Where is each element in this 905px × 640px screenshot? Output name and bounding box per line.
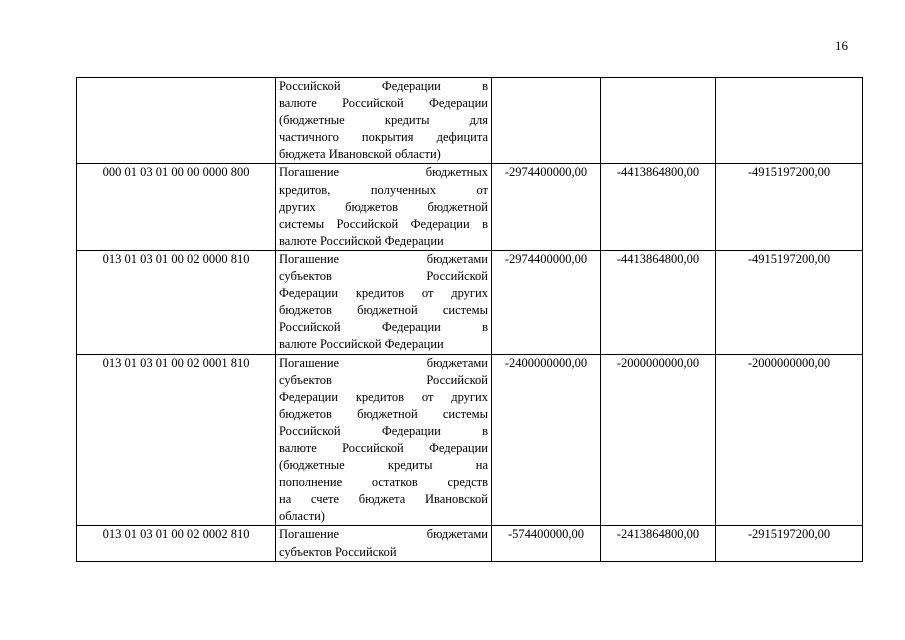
budget-code-cell: 013 01 03 01 00 02 0002 810 <box>77 526 276 561</box>
amount-year-2-cell: -2413864800,00 <box>601 526 716 561</box>
description-line: (бюджетные кредиты для <box>279 113 488 128</box>
budget-code-cell <box>77 78 276 164</box>
description-line: частичного покрытия дефицита <box>279 130 488 145</box>
description-cell <box>276 354 492 526</box>
table-row <box>77 354 863 526</box>
budget-code-cell: 013 01 03 01 00 02 0001 810 <box>77 354 276 526</box>
table-row <box>77 526 863 561</box>
amount-year-1-cell: -2974400000,00 <box>492 164 601 250</box>
table-row <box>77 164 863 250</box>
amount-year-3-cell <box>716 78 863 164</box>
description-line: системы Российской Федерации в <box>279 216 488 231</box>
description-line: субъектов Российской <box>279 372 488 387</box>
amount-year-3-cell: -4915197200,00 <box>716 250 863 354</box>
description-line: бюджетов бюджетной системы <box>279 406 488 421</box>
table-row <box>77 250 863 354</box>
description-line: бюджетов бюджетной системы <box>279 303 488 318</box>
description-line: Российской Федерации в <box>279 423 488 438</box>
description-line: других бюджетов бюджетной <box>279 199 488 214</box>
description-cell <box>276 164 492 250</box>
description-line: Погашение бюджетами <box>279 355 488 370</box>
amount-year-1-cell <box>492 78 601 164</box>
budget-code-cell: 013 01 03 01 00 02 0000 810 <box>77 250 276 354</box>
description-line: (бюджетные кредиты на <box>279 458 488 473</box>
budget-code-cell: 000 01 03 01 00 00 0000 800 <box>77 164 276 250</box>
amount-year-2-cell: -4413864800,00 <box>601 250 716 354</box>
description-line: валюте Российской Федерации <box>279 233 444 248</box>
description-cell <box>276 250 492 354</box>
description-line: области) <box>279 509 325 524</box>
amount-year-1-cell: -2974400000,00 <box>492 250 601 354</box>
description-line: Погашение бюджетных <box>279 165 488 180</box>
description-line: Погашение бюджетами <box>279 527 488 542</box>
table-row <box>77 78 863 164</box>
amount-year-3-cell: -2915197200,00 <box>716 526 863 561</box>
description-line: Федерации кредитов от других <box>279 389 488 404</box>
description-line: субъектов Российской <box>279 544 397 559</box>
amount-year-2-cell: -4413864800,00 <box>601 164 716 250</box>
description-line: Российской Федерации в <box>279 79 488 93</box>
description-cell <box>276 526 492 561</box>
description-line: валюте Российской Федерации <box>279 440 488 455</box>
budget-table <box>76 77 863 562</box>
amount-year-3-cell: -2000000000,00 <box>716 354 863 526</box>
description-line: Погашение бюджетами <box>279 251 488 266</box>
description-line: валюте Российской Федерации <box>279 96 488 111</box>
description-line: бюджета Ивановской области) <box>279 147 441 162</box>
description-line: валюте Российской Федерации <box>279 337 444 352</box>
description-line: на счете бюджета Ивановской <box>279 492 488 507</box>
page-number: 16 <box>835 38 848 53</box>
description-line: Федерации кредитов от других <box>279 286 488 301</box>
description-cell <box>276 78 492 164</box>
amount-year-2-cell: -2000000000,00 <box>601 354 716 526</box>
amount-year-3-cell: -4915197200,00 <box>716 164 863 250</box>
amount-year-1-cell: -2400000000,00 <box>492 354 601 526</box>
budget-table-body <box>77 78 863 562</box>
description-line: субъектов Российской <box>279 269 488 284</box>
amount-year-1-cell: -574400000,00 <box>492 526 601 561</box>
description-line: пополнение остатков средств <box>279 475 488 490</box>
description-line: Российской Федерации в <box>279 320 488 335</box>
description-line: кредитов, полученных от <box>279 182 488 197</box>
amount-year-2-cell <box>601 78 716 164</box>
